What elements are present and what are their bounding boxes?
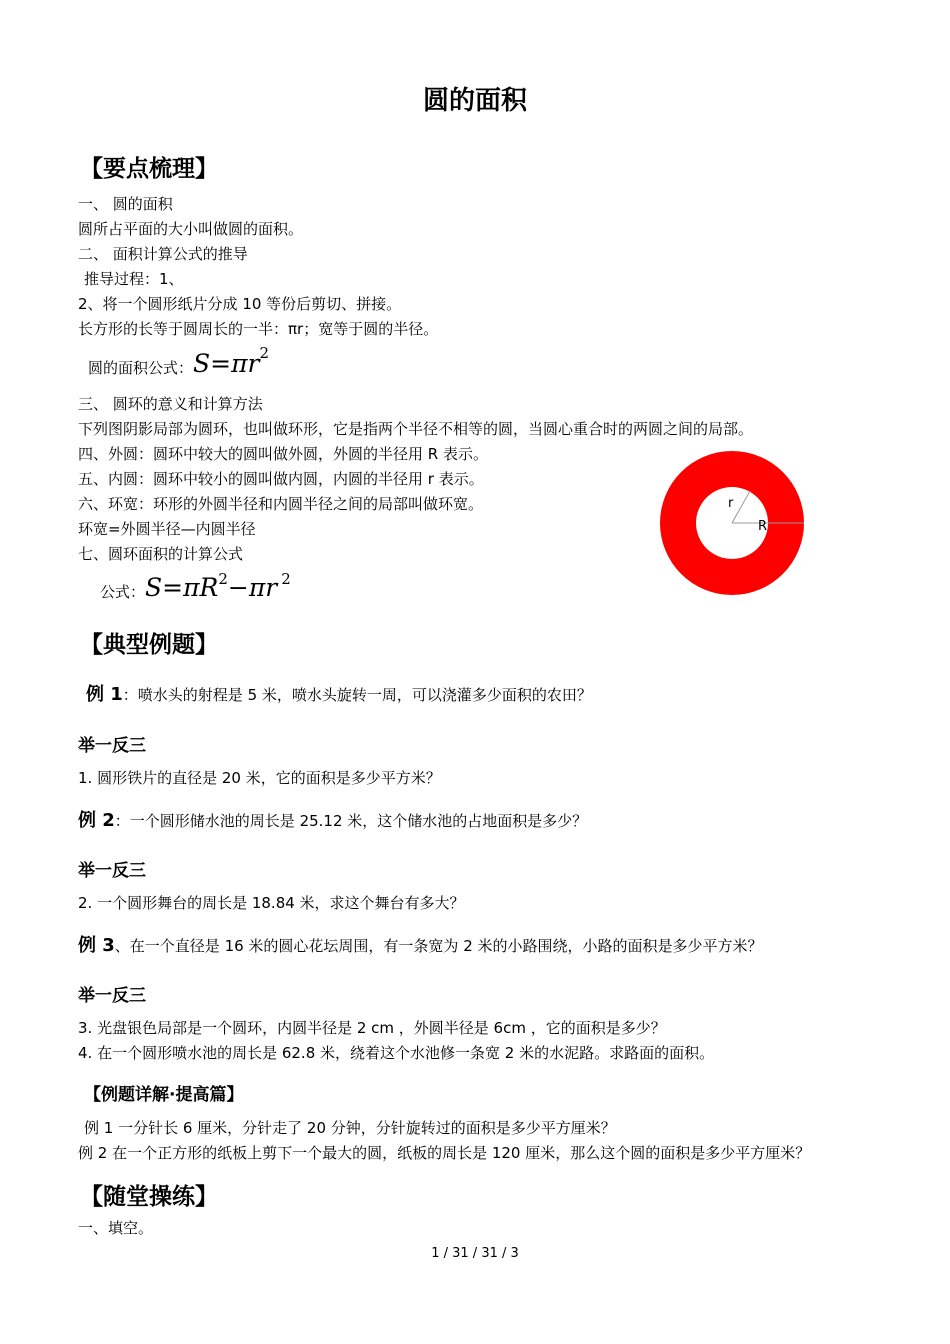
advanced-example: 例 1 一分针长 6 厘米，分针走了 20 分钟，分针旋转过的面积是多少平方厘米？ (84, 1119, 616, 1137)
text-line: 六、环宽：环形的外圆半径和内圆半径之间的局部叫做环宽。 (78, 495, 484, 513)
practice-question: 2. 一个圆形舞台的周长是 18.84 米，求这个舞台有多大？ (78, 894, 465, 912)
page-number: 1 / 31 / 31 / 3 (431, 1246, 519, 1261)
text-line: 七、圆环面积的计算公式 (78, 545, 244, 563)
text-line: 四、外圆：圆环中较大的圆叫做外圆，外圆的半径用 R 表示。 (78, 445, 488, 463)
formula-label: 公式： (100, 583, 146, 601)
example-label: 例 1 (86, 684, 123, 705)
subheading-practice: 举一反三 (78, 736, 146, 756)
example-text: ：一个圆形储水池的周长是 25.12 米，这个储水池的占地面积是多少？ (114, 812, 588, 830)
text-line: 长方形的长等于圆周长的一半：πr；宽等于圆的半径。 (78, 320, 439, 338)
outer-radius-label: R (758, 519, 768, 534)
example-1 (86, 680, 592, 706)
text-line: 环宽=外圆半径—内圆半径 (78, 520, 256, 538)
section-heading-advanced: 【例题详解·提高篇】 (84, 1085, 244, 1105)
example-2 (78, 806, 587, 832)
text-line: 三、 圆环的意义和计算方法 (78, 395, 263, 413)
practice-question: 3. 光盘银色局部是一个圆环，内圆半径是 2 cm ，外圆半径是 6cm ，它的面积是多少？ (78, 1019, 666, 1037)
subheading-practice: 举一反三 (78, 986, 146, 1006)
formula-expression: $S=\pi r^2$ (193, 344, 270, 378)
example-label: 例 2 (78, 810, 115, 831)
section-heading-key-points: 【要点梳理】 (80, 156, 218, 182)
ring-area-formula (100, 566, 291, 602)
section-heading-typical-examples: 【典型例题】 (80, 632, 218, 658)
example-label: 例 3 (78, 935, 115, 956)
practice-question: 1. 圆形铁片的直径是 20 米，它的面积是多少平方米？ (78, 769, 441, 787)
text-line: 下列图阴影局部为圆环，也叫做环形，它是指两个半径不相等的圆，当圆心重合时的两圆之间的局部。 (78, 420, 754, 438)
formula-label: 圆的面积公式： (88, 359, 194, 377)
text-line: 五、内圆：圆环中较小的圆叫做内圆，内圆的半径用 r 表示。 (78, 470, 484, 488)
text-line: 二、 面积计算公式的推导 (78, 245, 248, 263)
section-heading-practice: 【随堂操练】 (80, 1184, 218, 1210)
advanced-example: 例 2 在一个正方形的纸板上剪下一个最大的圆，纸板的周长是 120 厘米，那么这个圆的面积是多少平方厘米？ (78, 1144, 811, 1162)
example-text: 、在一个直径是 16 米的圆心花坛周围，有一条宽为 2 米的小路围绕，小路的面积是多少平方米？ (114, 937, 763, 955)
text-line: 一、 圆的面积 (78, 195, 173, 213)
subheading-practice: 举一反三 (78, 861, 146, 881)
text-line: 圆所占平面的大小叫做圆的面积。 (78, 220, 304, 238)
text-line: 推导过程：1、 (84, 270, 184, 288)
formula-expression: $S=\pi R^2-\pi r$ $^2$ (145, 570, 291, 602)
text-line: 2、将一个圆形纸片分成 10 等份后剪切、拼接。 (78, 295, 402, 313)
practice-question: 4. 在一个圆形喷水池的周长是 62.8 米，绕着这个水池修一条宽 2 米的水泥路。求路面的面积。 (78, 1044, 715, 1062)
example-3 (78, 931, 763, 957)
circle-area-formula (88, 342, 269, 378)
text-line: 一、填空。 (78, 1219, 154, 1237)
ring-diagram (655, 446, 810, 601)
example-text: ：喷水头的射程是 5 米，喷水头旋转一周，可以浇灌多少面积的农田？ (122, 686, 592, 704)
page-title: 圆的面积 (422, 86, 527, 116)
inner-radius-label: r (728, 496, 734, 511)
